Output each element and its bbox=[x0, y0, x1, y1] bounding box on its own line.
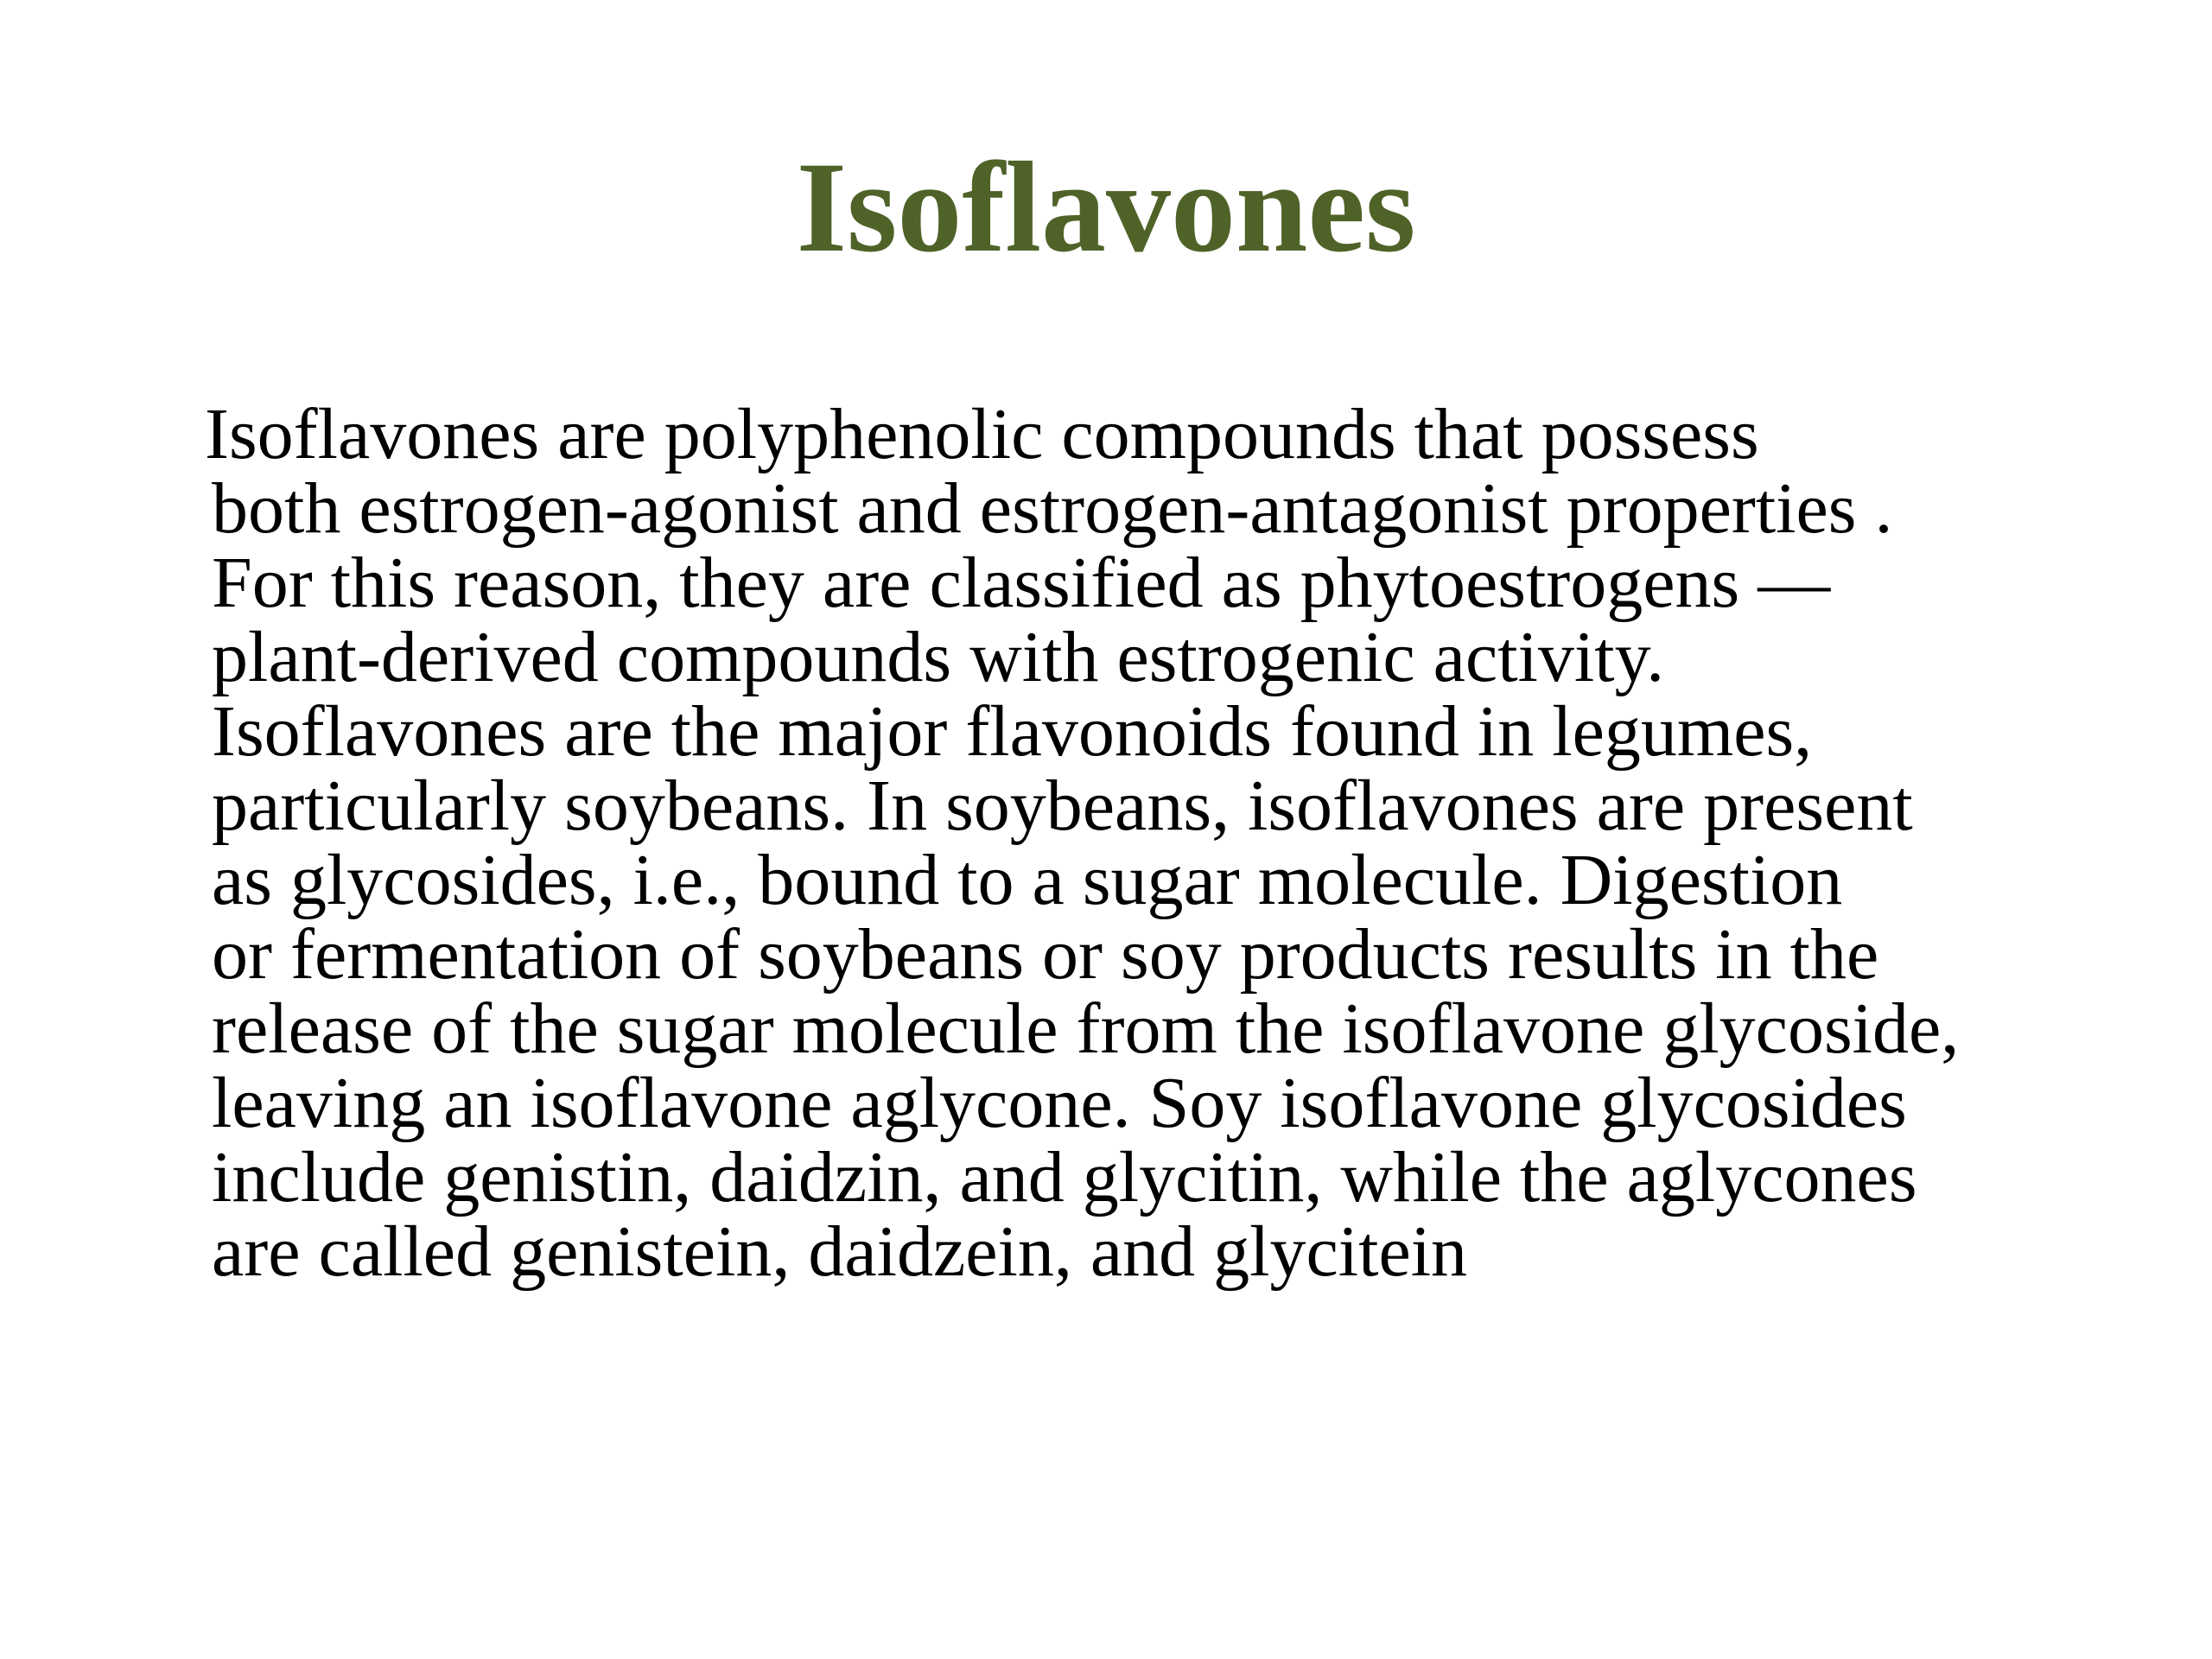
body-line: plant-derived compounds with estrogenic activity. bbox=[212, 617, 1665, 697]
body-line: For this reason, they are classified as phytoestrogens — bbox=[212, 543, 1831, 623]
body-line: are called genistein, daidzein, and glycitein bbox=[212, 1211, 1468, 1292]
body-line: particularly soybeans. In soybeans, isoflavones are present bbox=[212, 766, 1913, 846]
body-line: Isoflavones are polyphenolic compounds that possess bbox=[205, 394, 1759, 474]
body-line: leaving an isoflavone aglycone. Soy isoflavone glycosides bbox=[212, 1063, 1907, 1143]
slide-body-text bbox=[205, 394, 2147, 1292]
body-line: or fermentation of soybeans or soy products results in the bbox=[212, 914, 1879, 995]
body-line: both estrogen-agonist and estrogen-antagonist properties . bbox=[212, 468, 1893, 549]
body-line: Isoflavones are the major flavonoids found in legumes, bbox=[212, 691, 1813, 772]
body-line: release of the sugar molecule from the isoflavone glycoside, bbox=[212, 988, 1960, 1069]
slide-title: Isoflavones bbox=[796, 136, 1416, 279]
body-line: include genistin, daidzin, and glycitin, while the aglycones bbox=[212, 1137, 1917, 1217]
body-line: as glycosides, i.e., bound to a sugar molecule. Digestion bbox=[212, 840, 1843, 920]
